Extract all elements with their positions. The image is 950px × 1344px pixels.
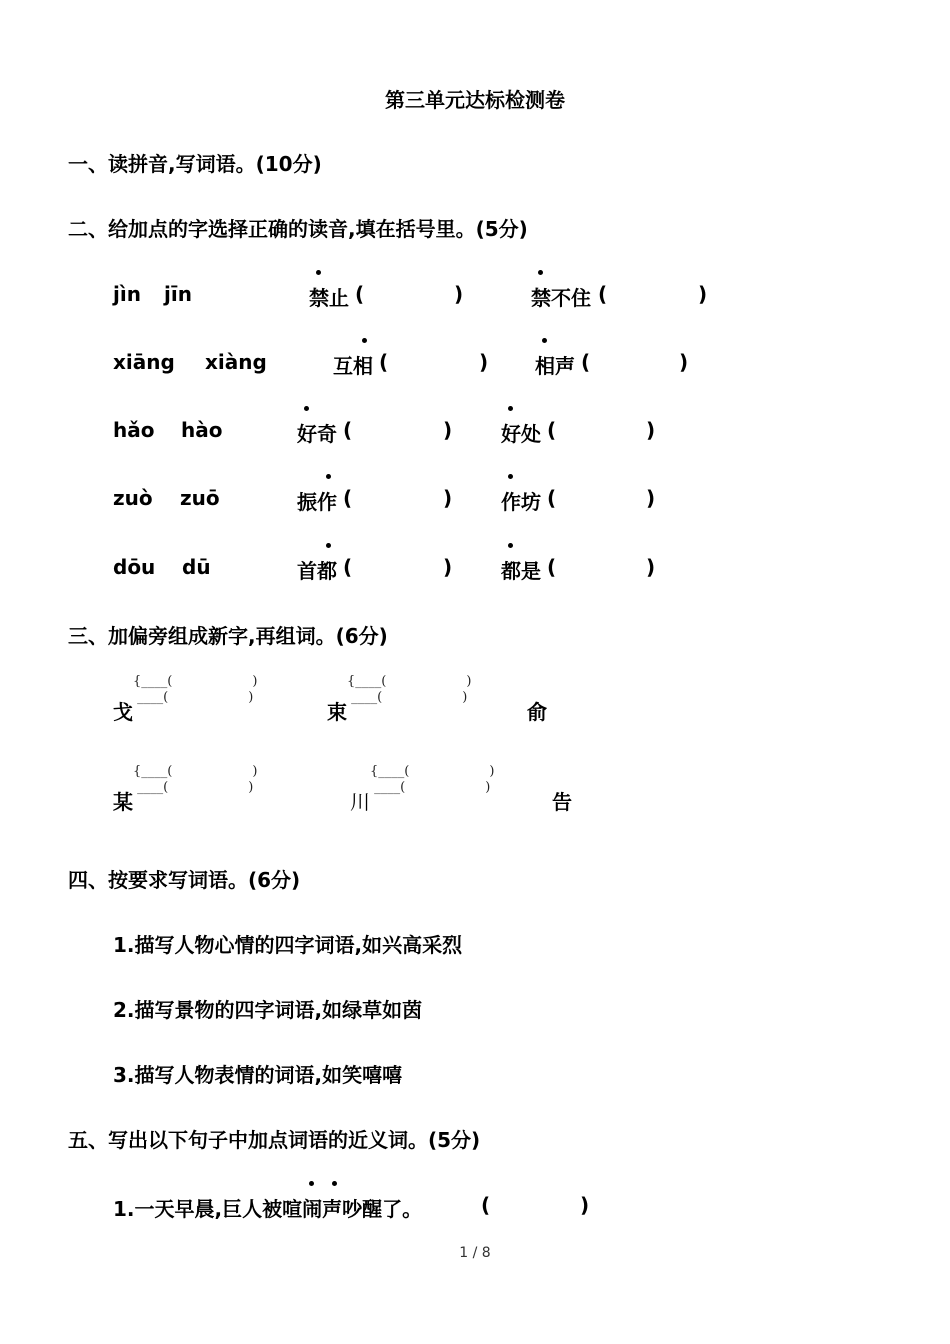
answer-paren-close: ) bbox=[454, 282, 464, 306]
answer-paren-close: ) bbox=[646, 486, 656, 510]
answer-paren-open: ( bbox=[343, 486, 353, 510]
section-3-heading: 三、加偏旁组成新字,再组词。(6分) bbox=[68, 624, 388, 648]
word-item: 禁不住 bbox=[531, 282, 591, 311]
section-5-heading: 五、写出以下句子中加点词语的近义词。(5分) bbox=[68, 1128, 481, 1152]
word-item: 相声 bbox=[535, 350, 575, 379]
answer-paren-open: ( bbox=[343, 555, 353, 579]
section-4-heading: 四、按要求写词语。(6分) bbox=[68, 868, 301, 892]
question-item: 1.一天早晨,巨人被喧闹声吵醒了。 bbox=[113, 1193, 422, 1222]
answer-paren-open: ( bbox=[547, 486, 557, 510]
section-1-heading: 一、读拼音,写词语。(10分) bbox=[68, 152, 322, 176]
word-item: 首都 bbox=[297, 555, 337, 584]
answer-paren-close: ) bbox=[679, 350, 689, 374]
pinyin-option: jīn bbox=[164, 282, 192, 306]
radical-char: 川 bbox=[350, 790, 370, 814]
question-item: 2.描写景物的四字词语,如绿草如茵 bbox=[113, 998, 423, 1022]
page-number: 1 / 8 bbox=[459, 1245, 491, 1261]
radical-blanks: {____( ) ____( ) bbox=[133, 674, 258, 705]
radical-char: 戈 bbox=[113, 700, 133, 724]
pinyin-option: zuō bbox=[180, 486, 220, 510]
answer-paren-close: ) bbox=[646, 555, 656, 579]
answer-paren-open: ( bbox=[481, 1193, 491, 1217]
word-item: 作坊 bbox=[501, 486, 541, 515]
pinyin-option: dū bbox=[182, 555, 211, 579]
section-2-heading: 二、给加点的字选择正确的读音,填在括号里。(5分) bbox=[68, 217, 528, 241]
radical-char: 某 bbox=[113, 790, 133, 814]
answer-paren-open: ( bbox=[598, 282, 608, 306]
radical-char: 束 bbox=[327, 700, 347, 724]
answer-paren-open: ( bbox=[547, 555, 557, 579]
pinyin-option: xiàng bbox=[205, 350, 267, 374]
answer-paren-close: ) bbox=[479, 350, 489, 374]
pinyin-option: hǎo bbox=[113, 418, 155, 442]
pinyin-option: dōu bbox=[113, 555, 156, 579]
word-item: 好处 bbox=[501, 418, 541, 447]
answer-paren-close: ) bbox=[580, 1193, 590, 1217]
answer-paren-close: ) bbox=[646, 418, 656, 442]
answer-paren-close: ) bbox=[443, 486, 453, 510]
pinyin-option: hào bbox=[181, 418, 223, 442]
answer-paren-close: ) bbox=[698, 282, 708, 306]
answer-paren-close: ) bbox=[443, 555, 453, 579]
word-item: 都是 bbox=[501, 555, 541, 584]
word-item: 好奇 bbox=[297, 418, 337, 447]
question-item: 1.描写人物心情的四字词语,如兴高采烈 bbox=[113, 933, 463, 957]
page-title: 第三单元达标检测卷 bbox=[385, 88, 565, 112]
radical-char: 俞 bbox=[527, 700, 547, 724]
answer-paren-open: ( bbox=[547, 418, 557, 442]
answer-paren-open: ( bbox=[355, 282, 365, 306]
radical-blanks: {____( ) ____( ) bbox=[370, 764, 495, 795]
pinyin-option: jìn bbox=[113, 282, 141, 306]
radical-blanks: {____( ) ____( ) bbox=[347, 674, 472, 705]
pinyin-option: xiāng bbox=[113, 350, 175, 374]
word-item: 禁止 bbox=[309, 282, 349, 311]
answer-paren-close: ) bbox=[443, 418, 453, 442]
answer-paren-open: ( bbox=[379, 350, 389, 374]
word-item: 互相 bbox=[333, 350, 373, 379]
question-item: 3.描写人物表情的词语,如笑嘻嘻 bbox=[113, 1063, 403, 1087]
radical-blanks: {____( ) ____( ) bbox=[133, 764, 258, 795]
answer-paren-open: ( bbox=[581, 350, 591, 374]
answer-paren-open: ( bbox=[343, 418, 353, 442]
radical-char: 告 bbox=[552, 790, 572, 814]
word-item: 振作 bbox=[297, 486, 337, 515]
pinyin-option: zuò bbox=[113, 486, 153, 510]
